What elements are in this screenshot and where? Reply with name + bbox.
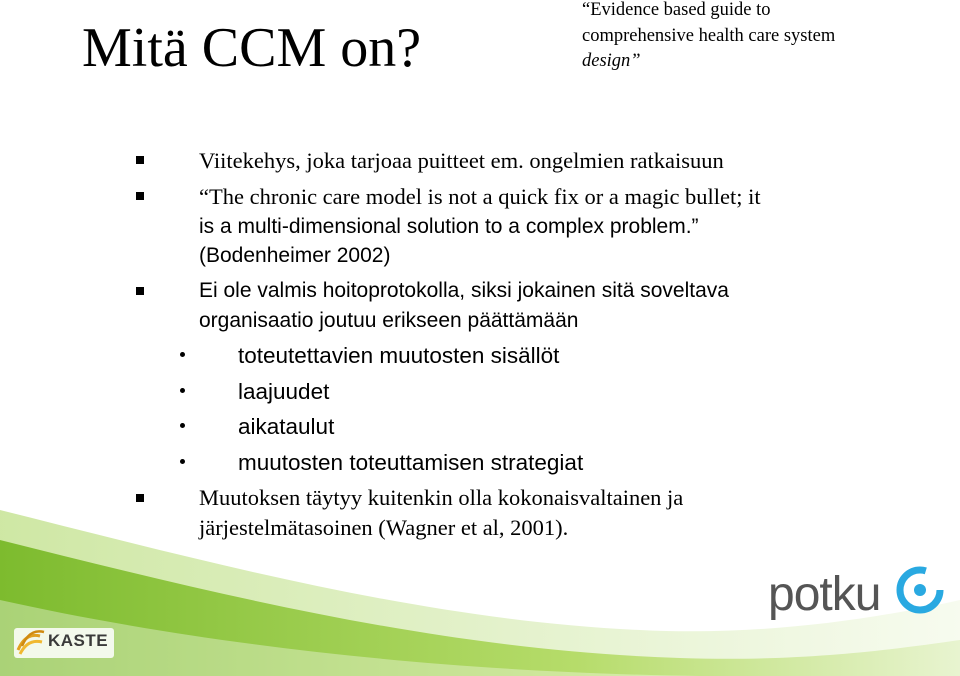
quote-line-2: comprehensive health care system [582,25,836,46]
sub-bullet-3: aikataulut [238,414,335,439]
quote-line-3: design” [582,51,641,71]
dot-bullet-icon [180,352,185,357]
bullet-4-line-2: järjestelmätasoinen (Wagner et al, 2001). [199,515,569,540]
dot-bullet-icon [180,423,185,428]
bullet-2-line-2: is a multi-dimensional solution to a complex problem.” [199,215,699,238]
sub-bullet-4: muutosten toteuttamisen strategiat [238,450,584,475]
bullet-4-line-1: Muutoksen täytyy kuitenkin olla kokonaisvaltainen ja [199,485,684,510]
bullet-2-line-3: (Bodenheimer 2002) [199,244,391,267]
dot-bullet-icon [180,388,185,393]
sub-bullet-1: toteutettavien muutosten sisällöt [238,343,560,368]
potku-swirl-icon [896,566,944,614]
bullet-1-text: Viitekehys, joka tarjoaa puitteet em. ongelmien ratkaisuun [199,148,724,173]
kaste-logo-text: KASTE [48,631,109,650]
sub-bullet-2: laajuudet [238,379,330,404]
potku-logo-text: potku [768,568,881,621]
square-bullet-icon [136,287,144,295]
slide-title: Mitä CCM on? [82,17,422,79]
square-bullet-icon [136,192,144,200]
dot-bullet-icon [180,459,185,464]
bullet-3-line-1: Ei ole valmis hoitoprotokolla, siksi jokainen sitä soveltava [199,279,729,302]
square-bullet-icon [136,156,144,164]
quote-line-1: “Evidence based guide to [582,0,771,20]
bullet-3-line-2: organisaatio joutuu erikseen päättämään [199,309,579,332]
bullet-2-line-1: “The chronic care model is not a quick fix or a magic bullet; it [199,184,761,209]
